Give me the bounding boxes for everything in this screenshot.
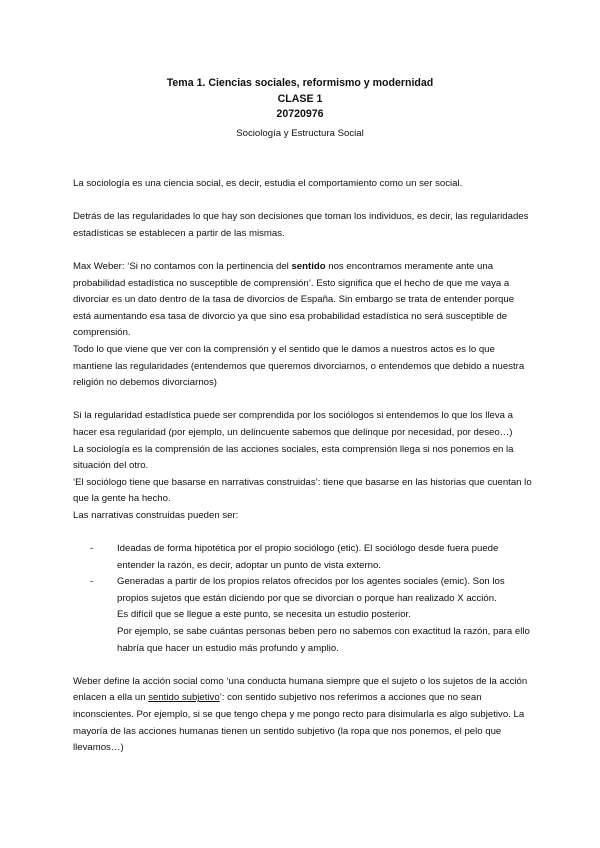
paragraph-narratives-quote: ‘El sociólogo tiene que basarse en narrativas construidas’: tiene que basarse en las historias que cuentan lo que la gente ha hecho. — [73, 476, 532, 505]
list-item-text: Generadas a partir de los propios relatos ofrecidos por los agentes sociales (emic). Son los propios sujetos que están diciendo por que se divorcian o porque han realizado X acción. — [117, 576, 505, 604]
document-title: Tema 1. Ciencias sociales, reformismo y modernidad — [166, 77, 434, 89]
social-action-start: Weber define la acción social como ‘una conducta humana siempre que el sujeto o los sujetos de la acción enlacen a ella un — [73, 675, 528, 704]
list-item-text: Ideadas de forma hipotética por el propio sociólogo (etic). El sociólogo desde fuera puede entender la razón, es decir, adoptar un punto de vista externo. — [117, 543, 499, 571]
paragraph-regularities: Detrás de las regularidades lo que hay son decisiones que toman los individuos, es decir, las regularidades estadísticas se establecen a partir de las mismas. — [73, 211, 529, 239]
course-code: 20720976 — [276, 108, 324, 120]
narratives-list — [73, 541, 533, 657]
weber-quote-end: nos encontramos meramente ante una probabilidad estadística no susceptible de comprensión’. Esto significa que el hecho de que me vaya a divorciar es un dato dentro de la tasa de divorcios de España. Sin embargo se trata de entender porque está aumentando esa tasa de divorcio ya que sino esa probabilidad estadística no será susceptible de comprensión. — [73, 260, 515, 339]
list-item-text: Es difícil que se llegue a este punto, se necesita un estudio posterior. — [117, 609, 411, 621]
subject-name: Sociología y Estructura Social — [236, 127, 364, 139]
list-item — [90, 574, 533, 657]
paragraph-statistical-regularity: Si la regularidad estadística puede ser comprendida por los sociólogos si entendemos lo que los lleva a hacer esa regularidad (por ejemplo, un delincuente sabemos que delinque por necesidad, por deseo…) — [73, 410, 513, 438]
paragraph-comprehension: Todo lo que viene que ver con la comprensión y el sentido que le damos a nuestros actos es lo que mantiene las regularidades (entendemos que queremos divorciarnos, o entendemos que debido a nuestra religión no debemos divorciarnos) — [73, 343, 525, 389]
paragraph-weber-social-action — [73, 674, 533, 757]
social-action-underlined-term: sentido subjetivo — [148, 692, 220, 704]
paragraph-weber-quote — [73, 259, 533, 342]
document-body — [73, 176, 533, 757]
paragraph-narratives-intro: Las narrativas construidas pueden ser: — [73, 509, 239, 521]
weber-quote-start: Max Weber: ‘Si no contamos con la pertinencia del — [73, 260, 292, 272]
list-item — [90, 541, 533, 574]
list-bullet-marker: - — [90, 576, 94, 588]
document-header — [0, 76, 600, 141]
list-item-text: Por ejemplo, se sabe cuántas personas beben pero no sabemos con exactitud la razón, para ello habría que hacer un estudio más profundo y amplio. — [117, 626, 530, 654]
list-bullet-marker: - — [90, 543, 94, 555]
paragraph-intro: La sociología es una ciencia social, es decir, estudia el comportamiento como un ser social. — [73, 178, 463, 189]
paragraph-sociology-definition: La sociología es la comprensión de las acciones sociales, esta comprensión llega si nos ponemos en la situación del otro. — [73, 443, 514, 472]
social-action-end: ’: con sentido subjetivo nos referimos a acciones que no sean inconscientes. Por ejemplo, si se que tengo chepa y me pongo recto para disimularla es algo subjetivo. La mayoría de las acciones humanas tienen un sentido subjetivo (la ropa que nos ponemos, el pelo que llevamos…) — [73, 692, 525, 754]
weber-quote-bold-term: sentido — [291, 260, 326, 272]
class-label: CLASE 1 — [277, 92, 323, 105]
